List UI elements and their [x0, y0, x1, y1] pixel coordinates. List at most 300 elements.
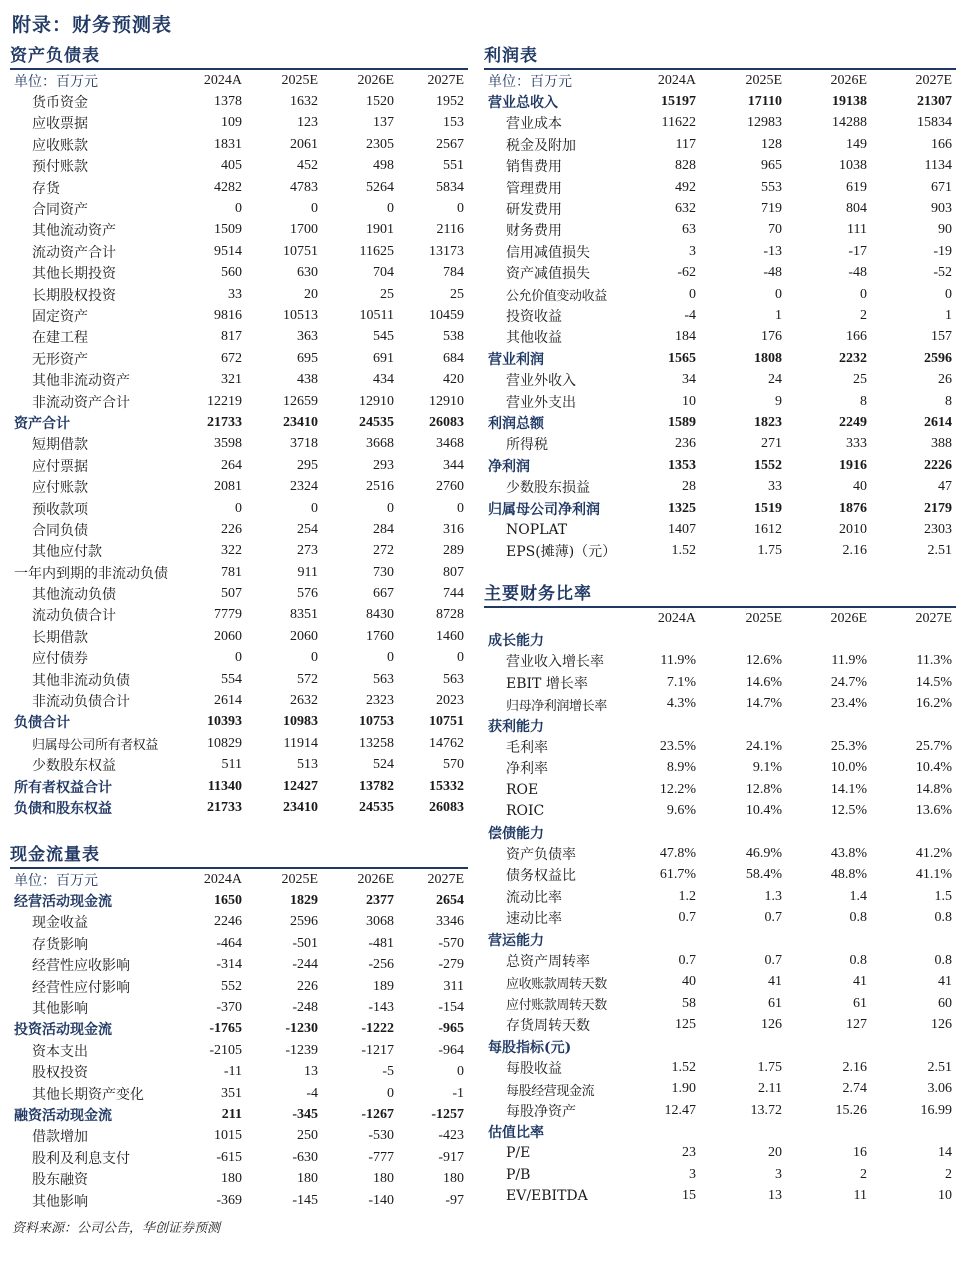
- row-value: 0.8: [934, 910, 952, 926]
- table-row: [10, 562, 468, 583]
- row-value: 667: [373, 586, 394, 602]
- row-value: 0: [235, 201, 242, 217]
- row-label: 税金及附加: [506, 137, 576, 154]
- row-value: 2614: [924, 414, 952, 430]
- row-value: [700, 1121, 786, 1142]
- income-statement-table: [484, 70, 956, 562]
- row-value: 109: [221, 115, 242, 131]
- row-label: 其他应付款: [32, 544, 102, 561]
- row-value: 1876: [839, 500, 867, 516]
- table-row: [10, 1190, 468, 1211]
- row-value: 26: [938, 372, 952, 388]
- row-value: 0: [235, 650, 242, 666]
- row-value: 13258: [359, 735, 394, 751]
- row-value: 684: [443, 350, 464, 366]
- row-value: 40: [853, 479, 867, 495]
- row-value: 43.8%: [830, 845, 867, 861]
- row-label: EBIT 增长率: [506, 675, 588, 692]
- row-label: 利润总额: [488, 415, 544, 432]
- row-value: 10983: [283, 714, 318, 730]
- row-value: 14.6%: [745, 674, 782, 690]
- table-row: [484, 369, 956, 390]
- row-value: -464: [216, 935, 242, 951]
- row-value: 0: [387, 201, 394, 217]
- balance-sheet-section: [10, 44, 468, 819]
- table-row: [484, 972, 956, 993]
- row-value: -97: [445, 1192, 464, 1208]
- row-value: -143: [368, 1000, 394, 1016]
- row-value: 12.47: [664, 1102, 696, 1118]
- row-value: -4: [684, 307, 696, 323]
- row-label: 研发费用: [506, 202, 562, 219]
- row-value: 0.7: [764, 952, 782, 968]
- row-value: 695: [297, 350, 318, 366]
- row-value: 63: [682, 222, 696, 238]
- row-value: 8728: [436, 607, 464, 623]
- table-row: [10, 263, 468, 284]
- row-label: ROE: [506, 781, 539, 798]
- ratios-title: 主要财务比率: [484, 584, 592, 604]
- row-value: 10459: [429, 307, 464, 323]
- row-value: 1823: [754, 414, 782, 430]
- row-value: 9.1%: [752, 760, 782, 776]
- row-value: 2246: [214, 914, 242, 930]
- row-label: 负债和股东权益: [14, 800, 112, 817]
- table-row: [484, 348, 956, 369]
- row-label: 合同负债: [32, 522, 88, 539]
- row-value: 254: [297, 521, 318, 537]
- row-value: 10: [938, 1188, 952, 1204]
- row-value: 434: [373, 372, 394, 388]
- table-row: [484, 694, 956, 715]
- row-label: 债务权益比: [506, 868, 576, 885]
- row-label: 投资活动现金流: [14, 1022, 112, 1039]
- row-value: 180: [297, 1171, 318, 1187]
- row-value: 452: [297, 158, 318, 174]
- row-value: 2081: [214, 479, 242, 495]
- header-year: 2025E: [745, 610, 782, 626]
- row-value: 2249: [839, 414, 867, 430]
- row-value: [871, 715, 956, 736]
- row-label: 资产减值损失: [506, 266, 590, 283]
- table-header-row: [10, 70, 468, 91]
- table-row: [484, 134, 956, 155]
- row-value: 2654: [436, 893, 464, 909]
- table-row: [484, 1036, 956, 1057]
- row-value: 2760: [436, 479, 464, 495]
- row-value: 153: [443, 115, 464, 131]
- row-label: 估值比率: [488, 1125, 544, 1142]
- row-value: 41: [853, 974, 867, 990]
- row-label: 每股指标(元): [488, 1039, 572, 1056]
- table-row: [10, 733, 468, 754]
- row-value: [632, 1121, 700, 1142]
- row-value: 58: [682, 995, 696, 1011]
- row-value: [786, 1036, 871, 1057]
- row-value: 15197: [661, 94, 696, 110]
- table-row: [10, 241, 468, 262]
- table-row: [10, 284, 468, 305]
- header-year: 2027E: [915, 72, 952, 88]
- row-value: 24.7%: [830, 674, 867, 690]
- row-label: 经营性应收影响: [32, 958, 130, 975]
- table-row: [484, 455, 956, 476]
- table-row: [10, 890, 468, 911]
- row-value: 3.06: [927, 1081, 952, 1097]
- row-value: 8: [945, 393, 952, 409]
- row-value: 21307: [917, 94, 952, 110]
- row-value: 0: [387, 1085, 394, 1101]
- row-value: 10751: [429, 714, 464, 730]
- row-label: 现金收益: [32, 915, 88, 932]
- row-value: 13.6%: [915, 803, 952, 819]
- row-value: 3: [689, 243, 696, 259]
- row-value: 1612: [754, 521, 782, 537]
- row-value: 2303: [924, 521, 952, 537]
- row-value: 25: [380, 286, 394, 302]
- row-value: 1.90: [671, 1081, 696, 1097]
- row-value: 704: [373, 265, 394, 281]
- row-value: 14.1%: [830, 781, 867, 797]
- table-row: [484, 412, 956, 433]
- row-value: 3: [775, 1166, 782, 1182]
- table-row: [484, 434, 956, 455]
- row-value: 1632: [290, 94, 318, 110]
- table-row: [10, 1147, 468, 1168]
- row-value: 14288: [832, 115, 867, 131]
- row-value: 123: [297, 115, 318, 131]
- table-row: [10, 648, 468, 669]
- row-value: -777: [368, 1149, 394, 1165]
- row-value: 8351: [290, 607, 318, 623]
- row-value: 15332: [429, 778, 464, 794]
- row-value: 23.4%: [830, 696, 867, 712]
- row-label: 流动比率: [506, 889, 562, 906]
- row-value: 903: [931, 201, 952, 217]
- row-value: 16.2%: [915, 696, 952, 712]
- row-value: 507: [221, 586, 242, 602]
- row-label: 营业收入增长率: [506, 654, 604, 671]
- row-value: -145: [292, 1192, 318, 1208]
- table-row: [10, 156, 468, 177]
- table-row: [10, 1168, 468, 1189]
- row-value: 2: [945, 1166, 952, 1182]
- row-label: 成长能力: [488, 633, 544, 650]
- row-label: 归属母公司净利润: [488, 501, 600, 518]
- row-label: 速动比率: [506, 911, 562, 928]
- row-value: 3: [689, 1166, 696, 1182]
- row-value: 1.75: [757, 1059, 782, 1075]
- table-row: [484, 1186, 956, 1207]
- table-row: [10, 220, 468, 241]
- row-value: 807: [443, 564, 464, 580]
- row-label: 资产合计: [14, 415, 70, 432]
- table-row: [10, 1019, 468, 1040]
- table-row: [484, 1014, 956, 1035]
- row-value: 2: [860, 307, 867, 323]
- row-value: -423: [438, 1128, 464, 1144]
- row-label: 其他流动资产: [32, 223, 116, 240]
- row-label: 信用减值损失: [506, 244, 590, 261]
- row-value: 10753: [359, 714, 394, 730]
- row-value: 0: [387, 500, 394, 516]
- row-value: 2116: [436, 222, 464, 238]
- row-value: 1519: [754, 500, 782, 516]
- row-value: 180: [443, 1171, 464, 1187]
- row-value: 2.74: [842, 1081, 867, 1097]
- row-value: 2.16: [842, 543, 867, 559]
- row-label: 非流动负债合计: [32, 694, 130, 711]
- row-value: 5264: [366, 179, 394, 195]
- table-row: [10, 1083, 468, 1104]
- table-row: [484, 672, 956, 693]
- row-value: 47.8%: [659, 845, 696, 861]
- row-label: 财务费用: [506, 223, 562, 240]
- row-value: 965: [761, 158, 782, 174]
- row-value: 289: [443, 543, 464, 559]
- table-row: [10, 1062, 468, 1083]
- row-value: 0: [387, 650, 394, 666]
- table-row: [484, 498, 956, 519]
- table-row: [10, 955, 468, 976]
- row-value: 128: [761, 136, 782, 152]
- row-label: 营业总收入: [488, 95, 558, 112]
- row-value: 2596: [924, 350, 952, 366]
- table-row: [10, 434, 468, 455]
- row-value: 0.7: [678, 910, 696, 926]
- row-value: 2.11: [758, 1081, 782, 1097]
- row-value: 1650: [214, 893, 242, 909]
- row-value: 9514: [214, 243, 242, 259]
- row-value: 90: [938, 222, 952, 238]
- row-value: 21733: [207, 414, 242, 430]
- row-value: 250: [297, 1128, 318, 1144]
- row-label: 所得税: [506, 437, 548, 454]
- table-row: [484, 241, 956, 262]
- row-value: 1901: [366, 222, 394, 238]
- row-value: 60: [938, 995, 952, 1011]
- row-label: 少数股东损益: [506, 480, 590, 497]
- table-row: [484, 305, 956, 326]
- table-row: [10, 912, 468, 933]
- row-label: 应收票据: [32, 116, 88, 133]
- row-label: 营业成本: [506, 116, 562, 133]
- row-value: 9: [775, 393, 782, 409]
- row-value: 2516: [366, 479, 394, 495]
- table-row: [10, 113, 468, 134]
- header-year: 2024A: [203, 72, 242, 88]
- row-value: 7779: [214, 607, 242, 623]
- row-value: 2.16: [842, 1059, 867, 1075]
- row-value: 14.5%: [915, 674, 952, 690]
- table-row: [10, 605, 468, 626]
- row-value: 1460: [436, 628, 464, 644]
- header-year: 2027E: [427, 871, 464, 887]
- row-value: 15.26: [835, 1102, 867, 1118]
- row-value: 24.1%: [745, 739, 782, 755]
- table-row: [10, 583, 468, 604]
- row-value: 14762: [429, 735, 464, 751]
- row-value: [632, 629, 700, 650]
- row-label: 流动资产合计: [32, 244, 116, 261]
- row-value: [700, 715, 786, 736]
- row-value: 10511: [359, 307, 394, 323]
- row-value: 672: [221, 350, 242, 366]
- row-value: -154: [438, 1000, 464, 1016]
- row-value: 2.51: [927, 543, 952, 559]
- row-value: 572: [297, 671, 318, 687]
- row-label: 股东融资: [32, 1172, 88, 1189]
- row-value: [700, 1036, 786, 1057]
- row-value: 671: [931, 179, 952, 195]
- row-value: 1831: [214, 136, 242, 152]
- row-value: -369: [216, 1192, 242, 1208]
- row-value: 691: [373, 350, 394, 366]
- row-value: 1: [945, 307, 952, 323]
- row-label: 营业外收入: [506, 373, 576, 390]
- row-value: 23410: [283, 414, 318, 430]
- row-value: -4: [306, 1085, 318, 1101]
- row-label: 归母净利润增长率: [506, 698, 607, 714]
- row-value: -1239: [285, 1042, 318, 1058]
- row-value: 1038: [839, 158, 867, 174]
- row-value: 545: [373, 329, 394, 345]
- row-label: 少数股东权益: [32, 758, 116, 775]
- row-value: 41.1%: [915, 867, 952, 883]
- table-row: [484, 198, 956, 219]
- row-label: EPS(摊薄)（元）: [506, 544, 617, 561]
- row-value: 180: [373, 1171, 394, 1187]
- row-value: 284: [373, 521, 394, 537]
- table-row: [484, 1164, 956, 1185]
- row-value: 554: [221, 671, 242, 687]
- row-label: 预付账款: [32, 159, 88, 176]
- row-value: -481: [368, 935, 394, 951]
- row-label: 资本支出: [32, 1043, 88, 1060]
- row-value: 744: [443, 586, 464, 602]
- header-year: 2024A: [657, 72, 696, 88]
- table-row: [484, 929, 956, 950]
- row-value: 1509: [214, 222, 242, 238]
- row-label: 所有者权益合计: [14, 779, 112, 796]
- table-row: [484, 822, 956, 843]
- row-label: 销售费用: [506, 159, 562, 176]
- row-value: 560: [221, 265, 242, 281]
- row-value: 10751: [283, 243, 318, 259]
- table-row: [10, 712, 468, 733]
- row-value: 316: [443, 521, 464, 537]
- row-value: [786, 929, 871, 950]
- row-value: [871, 629, 956, 650]
- row-value: 0.8: [849, 952, 867, 968]
- row-value: 1.2: [678, 888, 696, 904]
- row-value: 2567: [436, 136, 464, 152]
- row-label: 一年内到期的非流动负债: [14, 565, 168, 582]
- row-value: 13: [768, 1188, 782, 1204]
- row-label: 其他影响: [32, 1001, 88, 1018]
- row-label: 股利及利息支付: [32, 1150, 130, 1167]
- row-value: 632: [675, 201, 696, 217]
- table-row: [484, 629, 956, 650]
- row-value: -52: [933, 265, 952, 281]
- table-row: [10, 348, 468, 369]
- table-row: [10, 91, 468, 112]
- row-label: NOPLAT: [506, 521, 568, 538]
- header-year: 2025E: [745, 72, 782, 88]
- row-value: 3068: [366, 914, 394, 930]
- row-value: 10513: [283, 307, 318, 323]
- row-value: 1: [775, 307, 782, 323]
- row-label: P/E: [506, 1145, 531, 1162]
- row-value: [700, 629, 786, 650]
- row-value: 226: [297, 978, 318, 994]
- table-row: [484, 1079, 956, 1100]
- row-value: 911: [297, 564, 318, 580]
- row-value: -530: [368, 1128, 394, 1144]
- row-value: 264: [221, 457, 242, 473]
- row-value: 405: [221, 158, 242, 174]
- row-value: 804: [846, 201, 867, 217]
- row-value: -2105: [209, 1042, 242, 1058]
- row-value: 511: [221, 757, 242, 773]
- row-value: 513: [297, 757, 318, 773]
- row-label: 其他影响: [32, 1193, 88, 1210]
- row-value: [786, 822, 871, 843]
- row-value: 9.6%: [666, 803, 696, 819]
- header-year: 2026E: [830, 72, 867, 88]
- row-value: 11914: [283, 735, 318, 751]
- row-value: -248: [292, 1000, 318, 1016]
- table-row: [10, 391, 468, 412]
- row-value: 16.99: [920, 1102, 952, 1118]
- row-label: 合同资产: [32, 202, 88, 219]
- table-row: [484, 886, 956, 907]
- row-value: 10.4%: [745, 803, 782, 819]
- table-row: [10, 755, 468, 776]
- row-value: 0: [689, 286, 696, 302]
- row-value: -615: [216, 1149, 242, 1165]
- row-value: 271: [761, 436, 782, 452]
- table-row: [10, 476, 468, 497]
- row-value: -1267: [361, 1106, 394, 1122]
- row-value: 420: [443, 372, 464, 388]
- row-label: 其他长期投资: [32, 266, 116, 283]
- row-value: 12219: [207, 393, 242, 409]
- row-label: 应收账款: [32, 137, 88, 154]
- header-year: 2027E: [427, 72, 464, 88]
- cash-flow-title: 现金流量表: [10, 845, 100, 865]
- row-value: 552: [221, 978, 242, 994]
- row-value: 781: [221, 564, 242, 580]
- ratios-section: [484, 582, 956, 1207]
- row-value: 2596: [290, 914, 318, 930]
- row-label: 长期股权投资: [32, 287, 116, 304]
- row-value: -1765: [209, 1021, 242, 1037]
- row-value: 2232: [839, 350, 867, 366]
- row-value: 1565: [668, 350, 696, 366]
- table-row: [484, 758, 956, 779]
- row-value: 2226: [924, 457, 952, 473]
- row-value: 1552: [754, 457, 782, 473]
- header-year: 2026E: [830, 610, 867, 626]
- row-value: 0: [311, 650, 318, 666]
- row-value: [871, 822, 956, 843]
- ratios-table: [484, 608, 956, 1207]
- row-value: -62: [677, 265, 696, 281]
- row-value: 1.5: [934, 888, 952, 904]
- table-row: [484, 779, 956, 800]
- table-row: [484, 1143, 956, 1164]
